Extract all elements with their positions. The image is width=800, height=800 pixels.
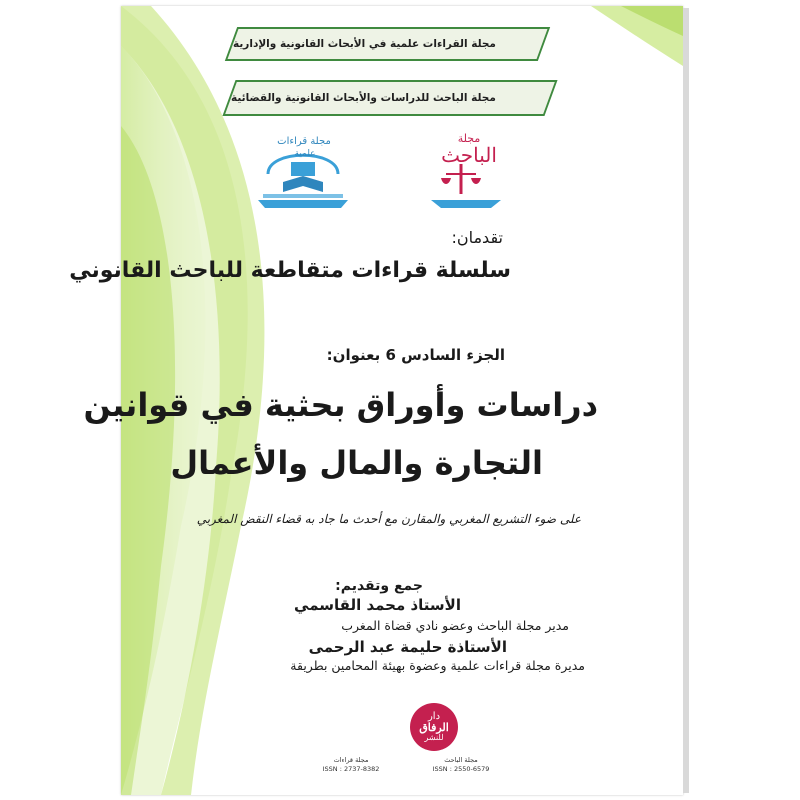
author2-role: مديرة مجلة قراءات علمية وعضوة بهيئة المحامين بطريقة — [290, 658, 585, 673]
journal-banner-top-text: مجلة القراءات علمية في الأبحاث القانونية والإدارية — [233, 38, 496, 50]
qiraat-logo-line2: علمية — [294, 149, 316, 159]
albahith-logo-line1: مجلة — [457, 132, 481, 145]
journal-banner-second-text: مجلة الباحث للدراسات والأبحاث القانونية والقضائية — [231, 92, 496, 104]
issn-left-label: مجلة قراءات — [333, 756, 369, 764]
issn-left — [296, 756, 406, 774]
issn-right-label: مجلة الباحث — [444, 756, 478, 764]
cover-edge — [683, 8, 689, 793]
publisher-stamp — [410, 703, 458, 751]
publisher-stamp-line1: دار — [427, 710, 441, 722]
issn-left-value: ISSN : 2737-8382 — [322, 765, 380, 774]
qiraat-logo-line1: مجلة قراءات — [277, 136, 331, 147]
albahith-logo-line2: الباحث — [441, 143, 497, 167]
author2-name: الأستاذة حليمة عبد الرحمى — [308, 638, 507, 656]
book-cover — [69, 6, 683, 795]
main-title-line2: التجارة والمال والأعمال — [170, 444, 543, 482]
issn-right — [406, 756, 516, 774]
main-title-line1: دراسات وأوراق بحثية في قوانين — [83, 386, 598, 424]
author1-role: مدير مجلة الباحث وعضو نادي قضاة المغرب — [341, 618, 569, 633]
part-label: الجزء السادس 6 بعنوان: — [326, 346, 505, 364]
author1-name: الأستاذ محمد القاسمي — [294, 596, 461, 614]
compiled-by-label: جمع وتقديم: — [335, 578, 423, 594]
journal-banner-second — [222, 80, 557, 116]
subtitle: على ضوء التشريع المغربي والمقارن مع أحدث ما جاد به قضاء النقض المغربي — [196, 512, 581, 526]
issn-right-value: ISSN : 2550-6579 — [432, 765, 490, 774]
series-title: سلسلة قراءات متقاطعة للباحث القانوني — [69, 258, 511, 283]
qiraat-logo-text — [269, 136, 339, 147]
publisher-stamp-line2: الرفاق — [419, 721, 449, 735]
albahith-logo-text — [429, 132, 509, 167]
publisher-stamp-line3: للنشر — [424, 732, 444, 742]
journal-banner-top — [225, 27, 550, 61]
presents-label: تقدمان: — [451, 228, 503, 247]
qiraat-logo-line2-wrap — [281, 149, 329, 159]
